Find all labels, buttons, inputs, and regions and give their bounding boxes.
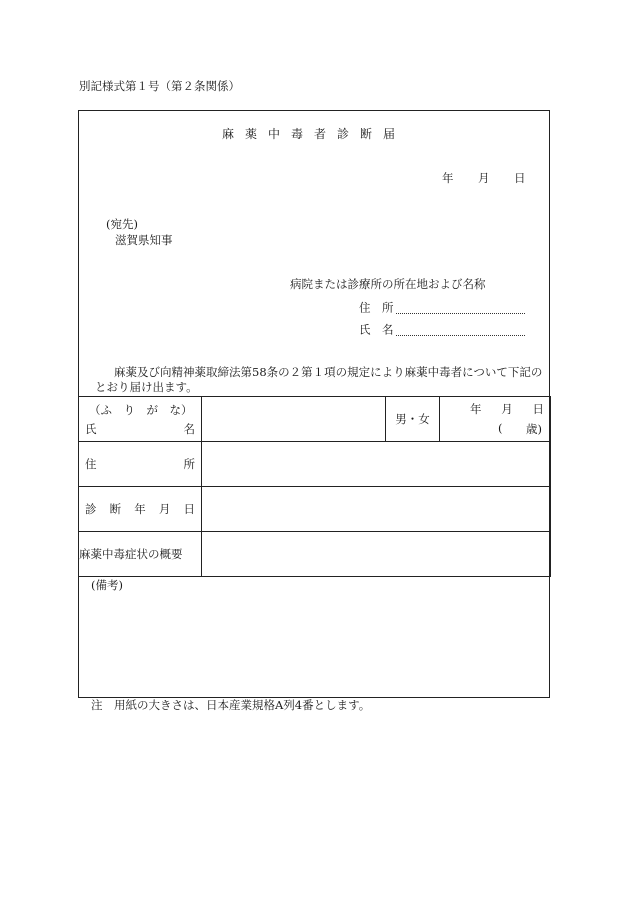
addressee-label: (宛先) [106,217,138,231]
age-cell[interactable] [440,397,551,442]
symptoms-label: 麻薬中毒症状の概要 [79,547,183,561]
symptoms-input-cell[interactable] [202,532,551,577]
form-frame [78,110,550,698]
address-input-cell[interactable] [202,442,551,487]
date-day-label: 日 [514,171,526,185]
diag-char: 断 [109,502,122,516]
form-id: 別記様式第１号（第２条関係） [79,79,240,93]
birthdate-label [440,401,550,417]
date-month-label: 月 [478,171,490,185]
diag-char: 月 [158,502,171,516]
age-open-paren: ( [498,421,503,435]
symptoms-label-cell [79,532,202,577]
birth-day-label: 日 [532,402,544,416]
name-label-cell [79,397,202,442]
footer-note: 注 用紙の大きさは、日本産業規格A列4番とします。 [91,698,371,712]
diagnosis-date-row [79,487,551,532]
sex-label: 男・女 [395,412,430,426]
birth-year-label: 年 [470,402,482,416]
diagnosis-date-input-cell[interactable] [202,487,551,532]
age-label [440,421,550,437]
hospital-name-field[interactable] [396,324,525,336]
patient-table [78,396,551,577]
name-label [79,421,201,437]
address-label-left: 住 [85,457,97,471]
sex-cell[interactable] [386,397,440,442]
name-label-left: 氏 [85,421,97,436]
date-year-label: 年 [442,171,454,185]
birth-month-label: 月 [501,402,513,416]
diag-char: 年 [134,502,146,516]
date-line [442,173,526,185]
hospital-address-field[interactable] [396,302,525,314]
hospital-label: 病院または診療所の所在地および名称 [290,277,486,291]
hospital-address-row [359,302,525,314]
address-row [79,442,551,487]
diag-char: 日 [183,502,195,516]
name-input-cell[interactable] [202,397,386,442]
addressee: 滋賀県知事 [115,233,173,247]
diag-char: 診 [85,502,97,516]
name-row [79,397,551,442]
address-label-right: 所 [183,457,195,471]
address-label-cell [79,442,202,487]
hospital-name-label: 氏 名 [359,322,394,337]
furigana-label: （ふ り が な） [89,402,193,417]
name-label-right: 名 [183,421,195,436]
hospital-address-label: 住 所 [359,300,394,315]
symptoms-row [79,532,551,577]
remarks-label: (備考) [91,578,123,592]
age-unit: 歳) [526,422,542,436]
body-text: 麻薬及び向精神薬取締法第58条の２第１項の規定により麻薬中毒者について下記のとおり届け出ます。 [95,365,543,394]
hospital-name-row [359,324,525,336]
form-title: 麻薬中毒者診断届 [221,127,406,141]
diagnosis-date-label-cell [79,487,202,532]
